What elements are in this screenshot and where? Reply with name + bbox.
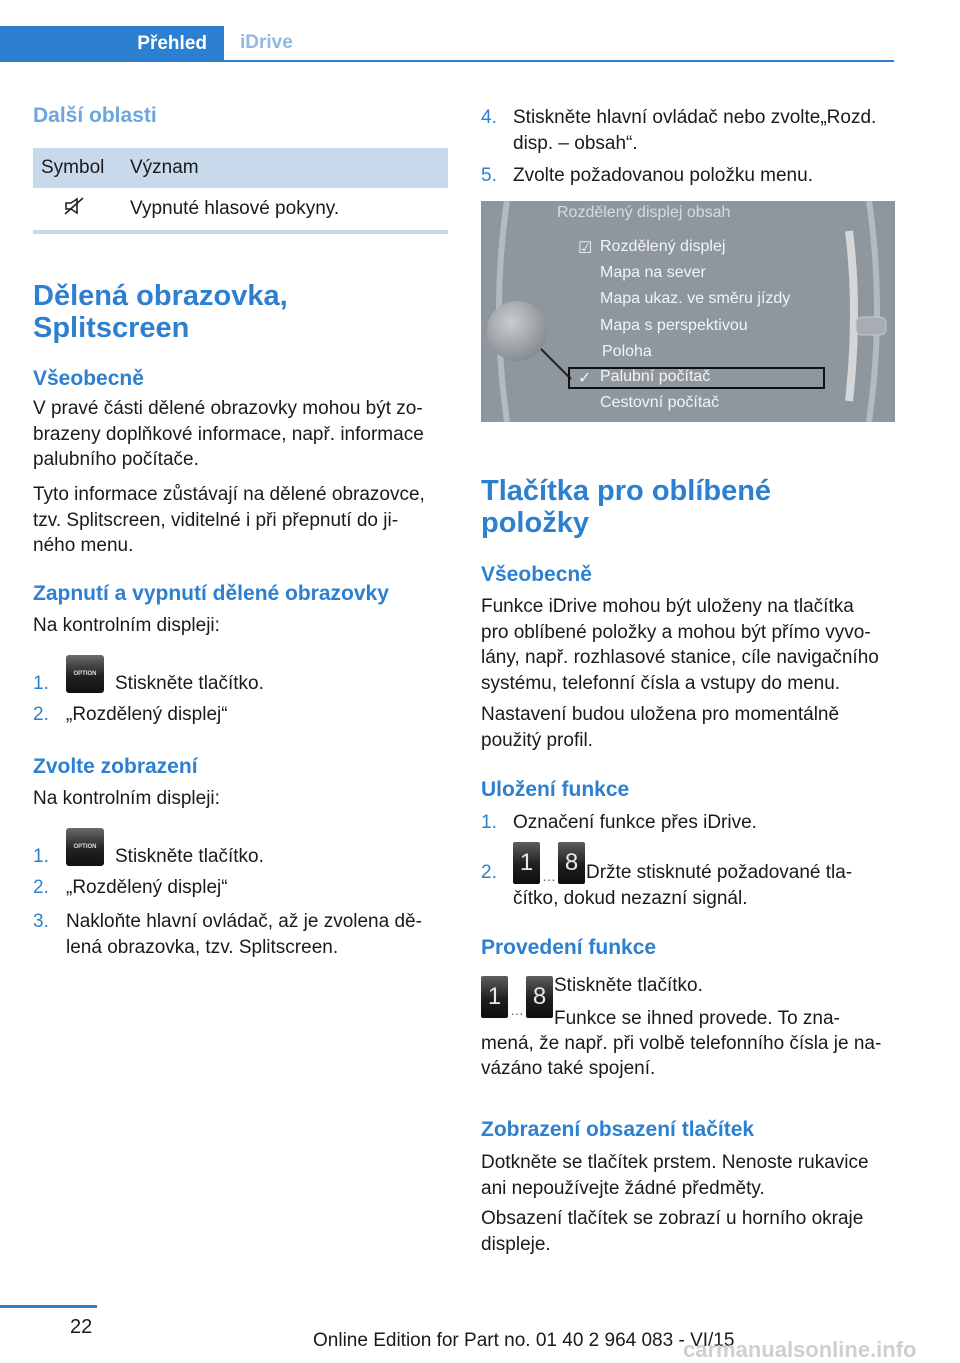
text-line: použitý profil.	[481, 729, 593, 751]
step-text-line1: Držte stisknuté požadované tla‐	[586, 862, 853, 883]
text-line: V pravé části dělené obrazovky mohou být zo‐	[33, 398, 423, 419]
text-line: ného menu.	[33, 535, 134, 556]
step-number: 1.	[33, 673, 49, 694]
favorite-key-8-icon: 8	[558, 842, 585, 884]
table-header-symbol: Symbol	[41, 157, 105, 178]
display-menu-item: Mapa na sever	[600, 264, 706, 281]
section-heading-dalsi-oblasti: Další oblasti	[33, 104, 157, 127]
dots: …	[542, 868, 556, 884]
text-line: ani nepoužívejte žádné předměty.	[481, 1177, 765, 1199]
watermark: carmanualsonline.info	[683, 1337, 917, 1362]
tab-bar	[0, 26, 894, 62]
text-line: Tyto informace zůstávají na dělené obrazovce,	[33, 484, 425, 505]
exec-text-2-line1: Funkce se ihned provede. To zna‐	[554, 1008, 840, 1029]
step-text: „Rozdělený displej“	[66, 877, 228, 898]
step-text: Stiskněte tlačítko.	[115, 673, 264, 694]
step-text-line2: čítko, dokud nezazní signál.	[513, 888, 748, 909]
paragraph-general-1	[481, 594, 901, 696]
table-header	[33, 148, 448, 188]
paragraph-general-2	[33, 482, 453, 559]
heading-line: Splitscreen	[33, 312, 190, 344]
checkbox-icon: ☑	[578, 240, 593, 257]
display-menu-item: Rozdělený displej	[600, 238, 726, 255]
favorite-keys-icon	[481, 976, 553, 1018]
step-text: Stiskněte tlačítko.	[115, 846, 264, 867]
step-number: 2.	[33, 877, 49, 898]
heading-zapnuti: Zapnutí a vypnutí dělené obrazovky	[33, 582, 389, 605]
paragraph-general-1	[33, 396, 453, 473]
heading-line: Tlačítka pro oblíbené	[481, 475, 772, 507]
text-line: tzv. Splitscreen, viditelné i při přepnutí do ji‐	[33, 509, 399, 531]
heading-zvolte-zobrazeni: Zvolte zobrazení	[33, 755, 198, 778]
dots: …	[510, 1002, 524, 1018]
step-number: 1.	[33, 846, 49, 867]
exec-text-2-line2: mená, že např. při volbě telefonního čísla je na‐	[481, 1033, 882, 1054]
edition-text: Online Edition for Part no. 01 40 2 964 083 - VI/15	[313, 1330, 735, 1351]
step-text: Označení funkce přes iDrive.	[513, 812, 757, 833]
footer-line	[0, 1305, 97, 1308]
display-screenshot	[481, 201, 895, 422]
display-menu-item: Mapa s perspektivou	[600, 317, 748, 334]
text-onoff-intro: Na kontrolním displeji:	[33, 615, 220, 636]
text-line: Nastavení budou uložena pro momentálně	[481, 704, 840, 725]
display-menu-item: Cestovní počítač	[600, 394, 720, 411]
heading-provedeni: Provedení funkce	[481, 936, 657, 959]
favorite-key-1-icon: 1	[481, 976, 508, 1018]
text-line: Funkce iDrive mohou být uloženy na tlačítka	[481, 596, 854, 617]
voice-off-icon	[33, 196, 130, 222]
display-menu-item: Mapa ukaz. ve směru jízdy	[600, 290, 791, 307]
heading-ulozeni: Uložení funkce	[481, 778, 630, 801]
display-frame	[481, 201, 895, 422]
heading-zobrazeni-obsazeni: Zobrazení obsazení tlačítek	[481, 1118, 755, 1141]
step-number: 1.	[481, 812, 497, 833]
display-menu-item-selected: Palubní počítač	[600, 368, 711, 385]
heading-splitscreen	[33, 280, 288, 344]
text-line: systému, telefonní čísla a vstupy do menu.	[481, 672, 841, 694]
step-number: 5.	[481, 165, 497, 186]
option-button-icon: OPTION	[66, 828, 104, 866]
tab-prehled[interactable]: Přehled	[0, 26, 224, 62]
paragraph-display-2	[481, 1206, 901, 1257]
step-text: „Rozdělený displej“	[66, 704, 228, 725]
exec-text-2-line3: vázáno také spojení.	[481, 1058, 656, 1079]
text-line: Stiskněte hlavní ovládač nebo zvolte„Rozd.	[513, 107, 877, 128]
paragraph-general-2	[481, 702, 901, 753]
step-number: 3.	[33, 911, 49, 932]
paragraph-display-1	[481, 1150, 901, 1201]
step-text	[66, 909, 422, 960]
text-line: Obsazení tlačítek se zobrazí u horního okraje	[481, 1208, 864, 1229]
favorite-key-1-icon: 1	[513, 842, 540, 884]
tab-underline	[0, 60, 894, 62]
table-row	[33, 188, 448, 234]
table-header-vyznam: Význam	[130, 157, 199, 178]
favorite-key-8-icon: 8	[526, 976, 553, 1018]
table-cell-meaning: Vypnuté hlasové pokyny.	[130, 198, 340, 219]
step-number: 2.	[481, 862, 497, 883]
text-line: Nakloňte hlavní ovládač, až je zvolena dě‐	[66, 911, 422, 932]
exec-text-1: Stiskněte tlačítko.	[554, 975, 703, 996]
text-line: palubního počítače.	[33, 449, 199, 470]
heading-line: položky	[481, 507, 589, 539]
option-button-icon: OPTION	[66, 655, 104, 693]
heading-vseobecne: Všeobecně	[481, 563, 592, 586]
text-line: brazeny doplňkové informace, např. informace	[33, 423, 424, 445]
text-line: disp. – obsah“.	[513, 132, 638, 154]
text-line: Dotkněte se tlačítek prstem. Nenoste rukavice	[481, 1152, 869, 1173]
display-title: Rozdělený displej obsah	[557, 204, 731, 221]
heading-favorites	[481, 475, 771, 539]
display-menu-item: Poloha	[602, 343, 652, 360]
text-line: pro oblíbené položky a mohou být přímo vyvo‐	[481, 621, 871, 643]
symbol-table	[33, 148, 448, 234]
text-line: lány, např. rozhlasové stanice, cíle navigačního	[481, 647, 879, 668]
page-number: 22	[70, 1316, 93, 1338]
tab-idrive[interactable]: iDrive	[240, 32, 293, 53]
favorite-keys-icon	[513, 842, 585, 884]
text-line: lená obrazovka, tzv. Splitscreen.	[66, 936, 339, 958]
text-view-intro: Na kontrolním displeji:	[33, 788, 220, 809]
step-number: 4.	[481, 107, 497, 128]
step-text	[513, 105, 876, 156]
step-text: Zvolte požadovanou položku menu.	[513, 165, 813, 186]
heading-line: Dělená obrazovka,	[33, 280, 288, 312]
step-number: 2.	[33, 704, 49, 725]
text-line: displeje.	[481, 1233, 551, 1255]
controller-knob-icon	[487, 301, 547, 361]
check-icon: ✓	[578, 370, 592, 387]
heading-vseobecne: Všeobecně	[33, 367, 144, 390]
